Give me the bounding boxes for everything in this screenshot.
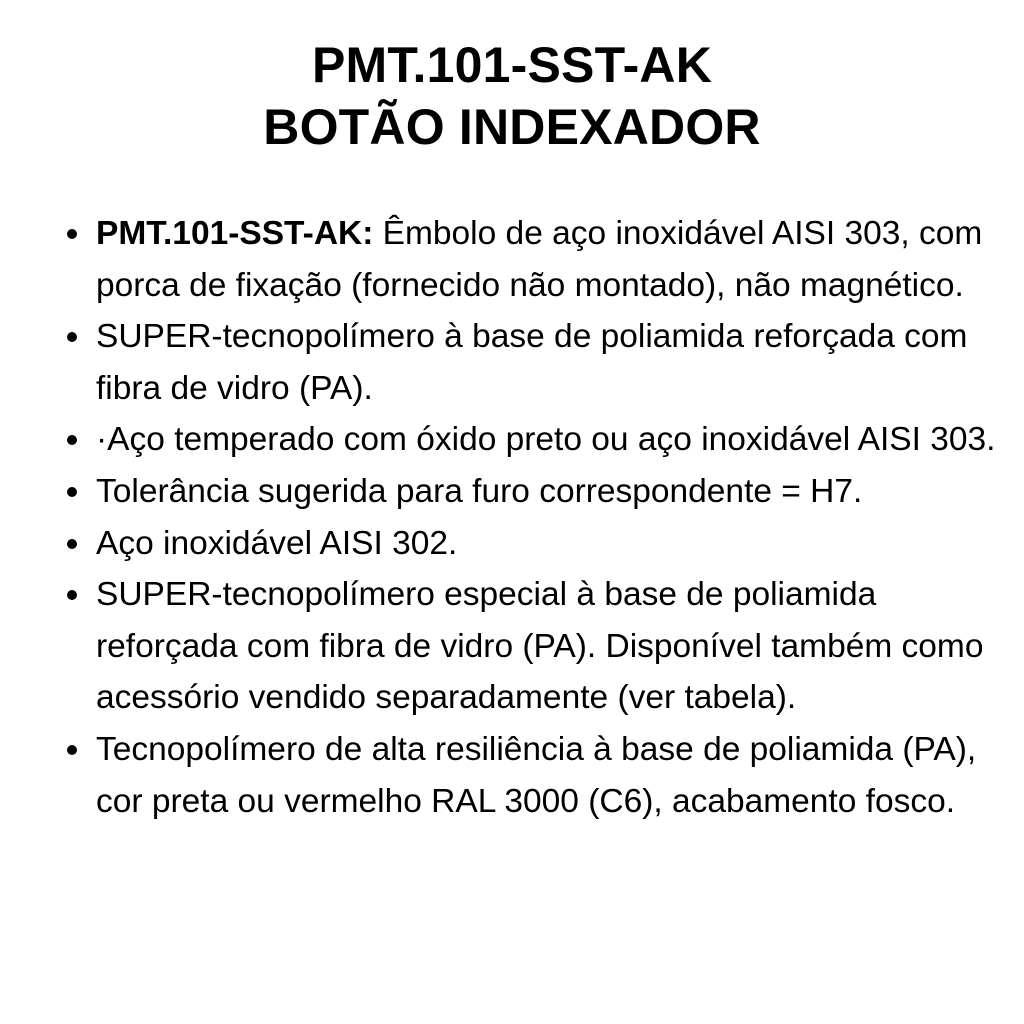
list-item [96, 414, 996, 466]
list-item-text: Aço inoxidável AISI 302. [96, 524, 458, 562]
list-item-text: Tecnopolímero de alta resiliência à base de poliamida (PA), cor preta ou vermelho RAL 3000 (C6), acabamento fosco. [96, 730, 977, 820]
bullet-icon [67, 435, 77, 445]
list-item-label: PMT.101-SST-AK: [96, 215, 374, 252]
bullet-icon [67, 590, 77, 600]
list-item-text: SUPER-tecnopolímero à base de poliamida reforçada com fibra de vidro (PA). [96, 318, 968, 407]
bullet-icon [67, 332, 77, 342]
product-code-title: PMT.101-SST-AK [311, 37, 713, 93]
product-name-title: BOTÃO INDEXADOR [263, 99, 761, 155]
bullet-icon [67, 539, 77, 549]
list-item-text: Êmbolo de aço inoxidável AISI 303, com porca de fixação (fornecido não montado), não magnético. [96, 215, 983, 304]
feature-list [96, 208, 996, 827]
list-item-text: SUPER-tecnopolímero especial à base de poliamida reforçada com fibra de vidro (PA). Disponível também como acessório vendido separadamente (ver tabela). [96, 576, 984, 717]
list-item-text: ·Aço temperado com óxido preto ou aço inoxidável AISI 303. [96, 421, 996, 459]
list-item-text: Tolerância sugerida para furo correspondente = H7. [96, 472, 863, 510]
list-item [96, 518, 996, 570]
list-item [96, 569, 996, 724]
bullet-icon [67, 745, 77, 755]
list-item [96, 724, 996, 827]
bullet-icon [67, 229, 77, 239]
list-item [96, 311, 996, 414]
bullet-icon [67, 487, 77, 497]
list-item [96, 466, 996, 518]
page-title [0, 34, 1024, 158]
list-item [96, 208, 996, 311]
